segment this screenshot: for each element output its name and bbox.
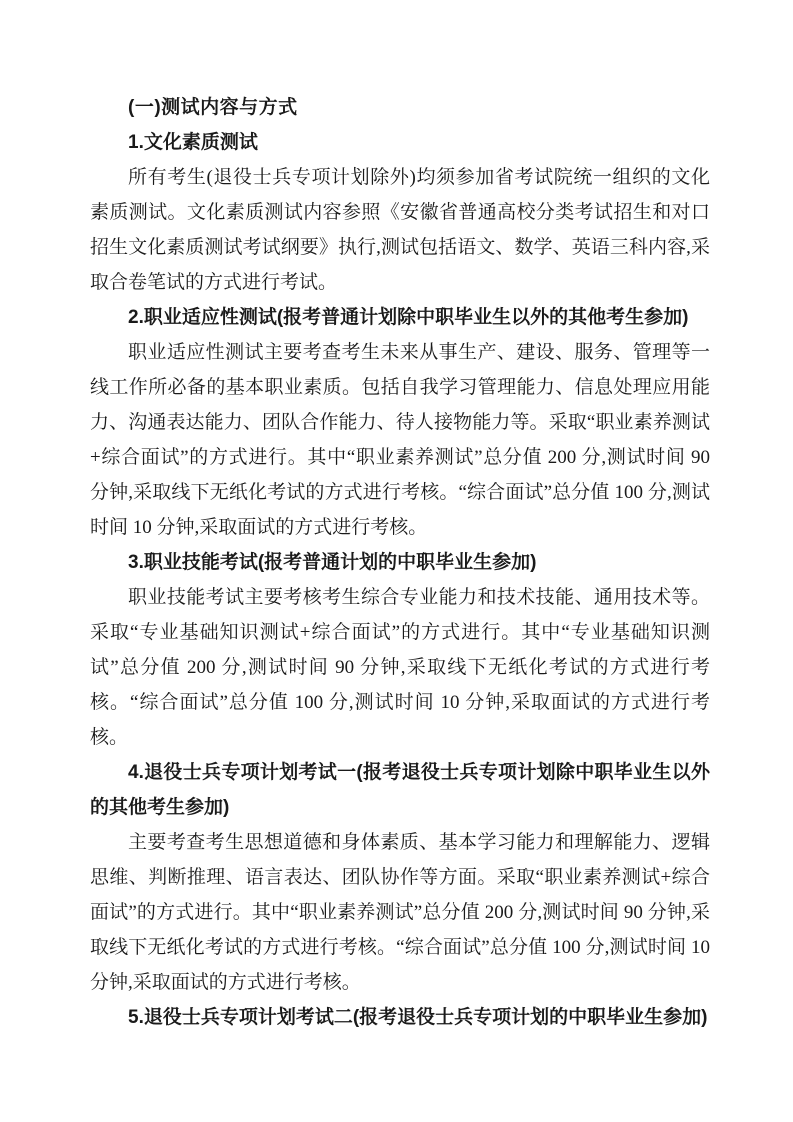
subheading-vocational-skills-exam: 3.职业技能考试(报考普通计划的中职毕业生参加): [128, 552, 537, 573]
paragraph-culture-quality-test: 所有考生(退役士兵专项计划除外)均须参加省考试院统一组织的文化素质测试。文化素质测试内容参照《安徽省普通高校分类考试招生和对口招生文化素质测试考试纲要》执行,测试包括语文、数学、英语三科内容,采取合卷笔试的方式进行考试。: [90, 167, 710, 293]
paragraph-veteran-special-exam-1: 主要考查考生思想道德和身体素质、基本学习能力和理解能力、逻辑思维、判断推理、语言表达、团队协作等方面。采取“职业素养测试+综合面试”的方式进行。其中“职业素养测试”总分值 200 分,测试时间 90 分钟,采取线下无纸化考试的方式进行考核。“综合面试”总分值 100 分,测试时间 10 分钟,采取面试的方式进行考核。: [90, 832, 710, 993]
subheading-veteran-special-exam-2: 5.退役士兵专项计划考试二(报考退役士兵专项计划的中职毕业生参加): [128, 1007, 708, 1028]
document-body: [90, 90, 710, 1035]
paragraph-vocational-aptitude-test: 职业适应性测试主要考查考生未来从事生产、建设、服务、管理等一线工作所必备的基本职业素质。包括自我学习管理能力、信息处理应用能力、沟通表达能力、团队合作能力、待人接物能力等。采取“职业素养测试+综合面试”的方式进行。其中“职业素养测试”总分值 200 分,测试时间 90 分钟,采取线下无纸化考试的方式进行考核。“综合面试”总分值 100 分,测试时间 10 分钟,采取面试的方式进行考核。: [90, 342, 710, 538]
subheading-vocational-aptitude-test: 2.职业适应性测试(报考普通计划除中职毕业生以外的其他考生参加): [128, 307, 689, 328]
section-heading: (一)测试内容与方式: [128, 97, 298, 118]
subheading-culture-quality-test: 1.文化素质测试: [128, 132, 258, 153]
paragraph-vocational-skills-exam: 职业技能考试主要考核考生综合专业能力和技术技能、通用技术等。采取“专业基础知识测试+综合面试”的方式进行。其中“专业基础知识测试”总分值 200 分,测试时间 90 分钟,采取线下无纸化考试的方式进行考核。“综合面试”总分值 100 分,测试时间 10 分钟,采取面试的方式进行考核。: [90, 587, 710, 748]
subheading-veteran-special-exam-1: 4.退役士兵专项计划考试一(报考退役士兵专项计划除中职毕业生以外的其他考生参加): [90, 762, 710, 818]
